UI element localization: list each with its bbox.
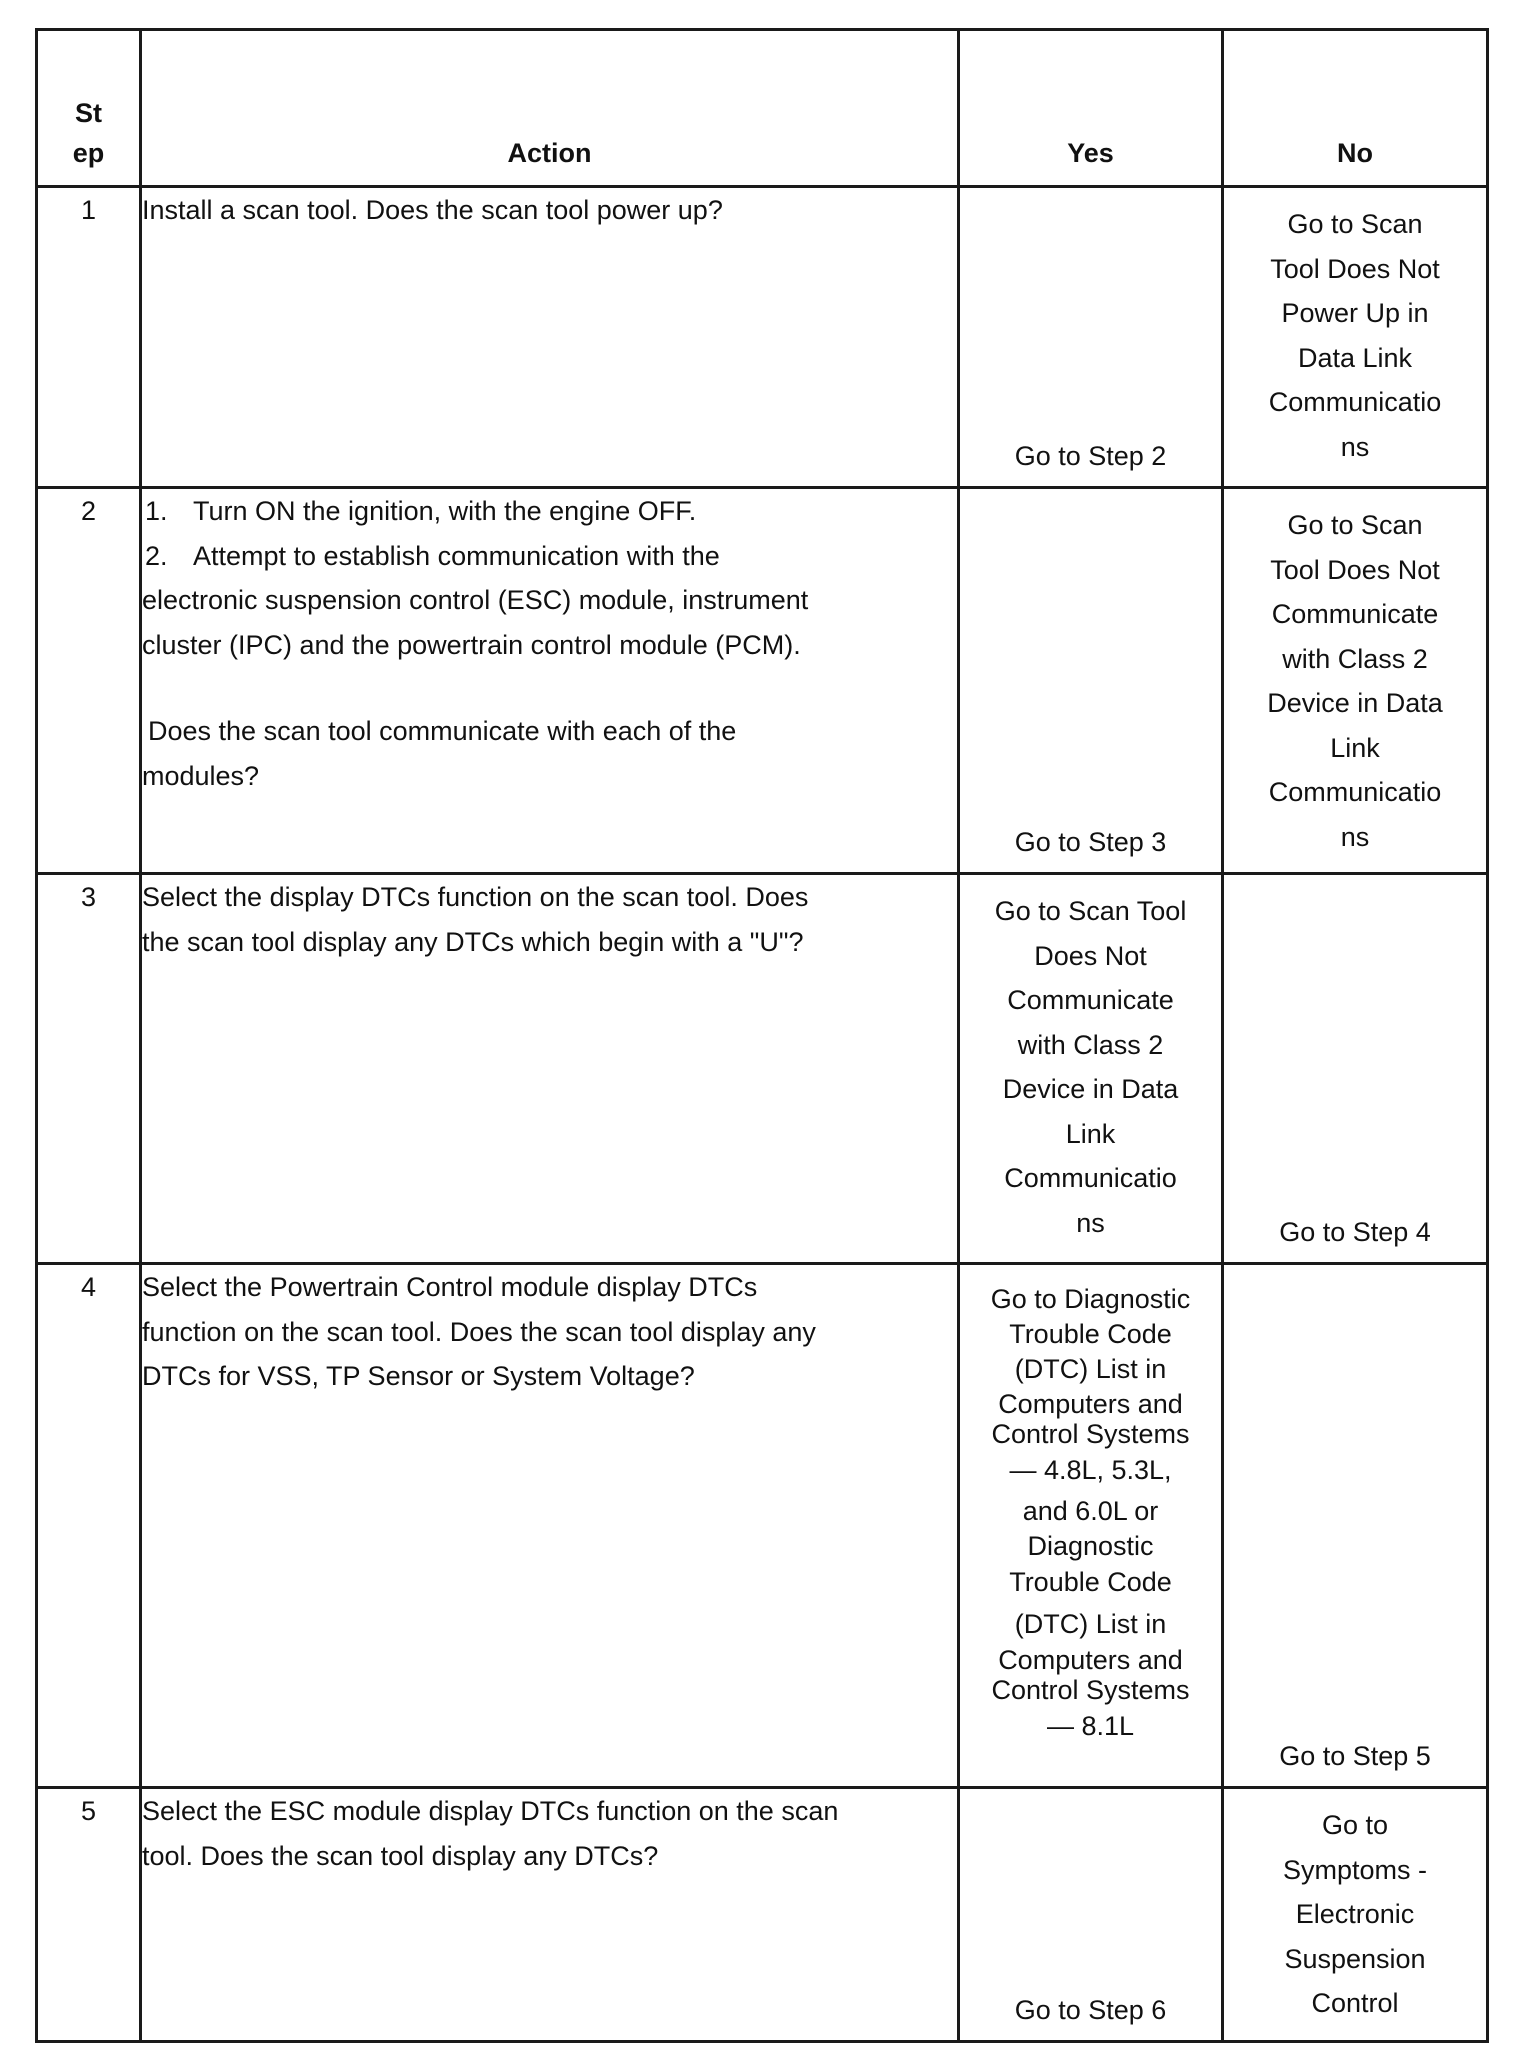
step-number: 1 [37, 187, 141, 488]
no-cell: Go to Symptoms - Electronic Suspension Control [1223, 1788, 1488, 2042]
yes-cell: Go to Diagnostic Trouble Code (DTC) List in Computers and Control Systems — 4.8L, 5.3L, and 6.0L or Diagnostic Trouble Code (DTC) List in Computers and Control Systems — 8.1L [959, 1264, 1223, 1788]
action-cell: Select the ESC module display DTCs function on the scan tool. Does the scan tool display any DTCs? [141, 1788, 959, 2042]
no-cell: Go to Scan Tool Does Not Power Up in Data Link Communicatio ns [1223, 187, 1488, 488]
table-row [37, 1788, 1488, 2042]
yes-cell: Go to Step 6 [959, 1788, 1223, 2042]
step-number: 4 [37, 1264, 141, 1788]
yes-cell: Go to Step 2 [959, 187, 1223, 488]
table-row [37, 187, 1488, 488]
table-row [37, 874, 1488, 1264]
diagnostic-table [35, 28, 1489, 2043]
step-number: 2 [37, 488, 141, 874]
action-cell: Select the Powertrain Control module display DTCs function on the scan tool. Does the scan tool display any DTCs for VSS, TP Sensor or System Voltage? [141, 1264, 959, 1788]
step-number: 5 [37, 1788, 141, 2042]
no-cell: Go to Step 5 [1223, 1264, 1488, 1788]
no-cell: Go to Scan Tool Does Not Communicate with Class 2 Device in Data Link Communicatio ns [1223, 488, 1488, 874]
list-item: 1. Turn ON the ignition, with the engine OFF. [145, 496, 697, 526]
yes-cell: Go to Step 3 [959, 488, 1223, 874]
yes-header: Yes [959, 30, 1223, 187]
no-header: No [1223, 30, 1488, 187]
step-header: St ep [37, 30, 141, 187]
step-number: 3 [37, 874, 141, 1264]
action-cell: Install a scan tool. Does the scan tool power up? [141, 187, 959, 488]
action-cell: 1. Turn ON the ignition, with the engine OFF. 2. Attempt to establish communication with the electronic suspension control (ESC) module, instrument cluster (IPC) and the powertrain control module (PCM). Does the scan tool communicate with each of the modules? [141, 488, 959, 874]
list-item: 2. Attempt to establish communication with the [145, 540, 720, 571]
yes-cell: Go to Scan Tool Does Not Communicate with Class 2 Device in Data Link Communicatio ns [959, 874, 1223, 1264]
header-row [37, 30, 1488, 187]
table-row [37, 1264, 1488, 1788]
action-header: Action [141, 30, 959, 187]
action-cell: Select the display DTCs function on the scan tool. Does the scan tool display any DTCs which begin with a "U"? [141, 874, 959, 1264]
table-row [37, 488, 1488, 874]
no-cell: Go to Step 4 [1223, 874, 1488, 1264]
